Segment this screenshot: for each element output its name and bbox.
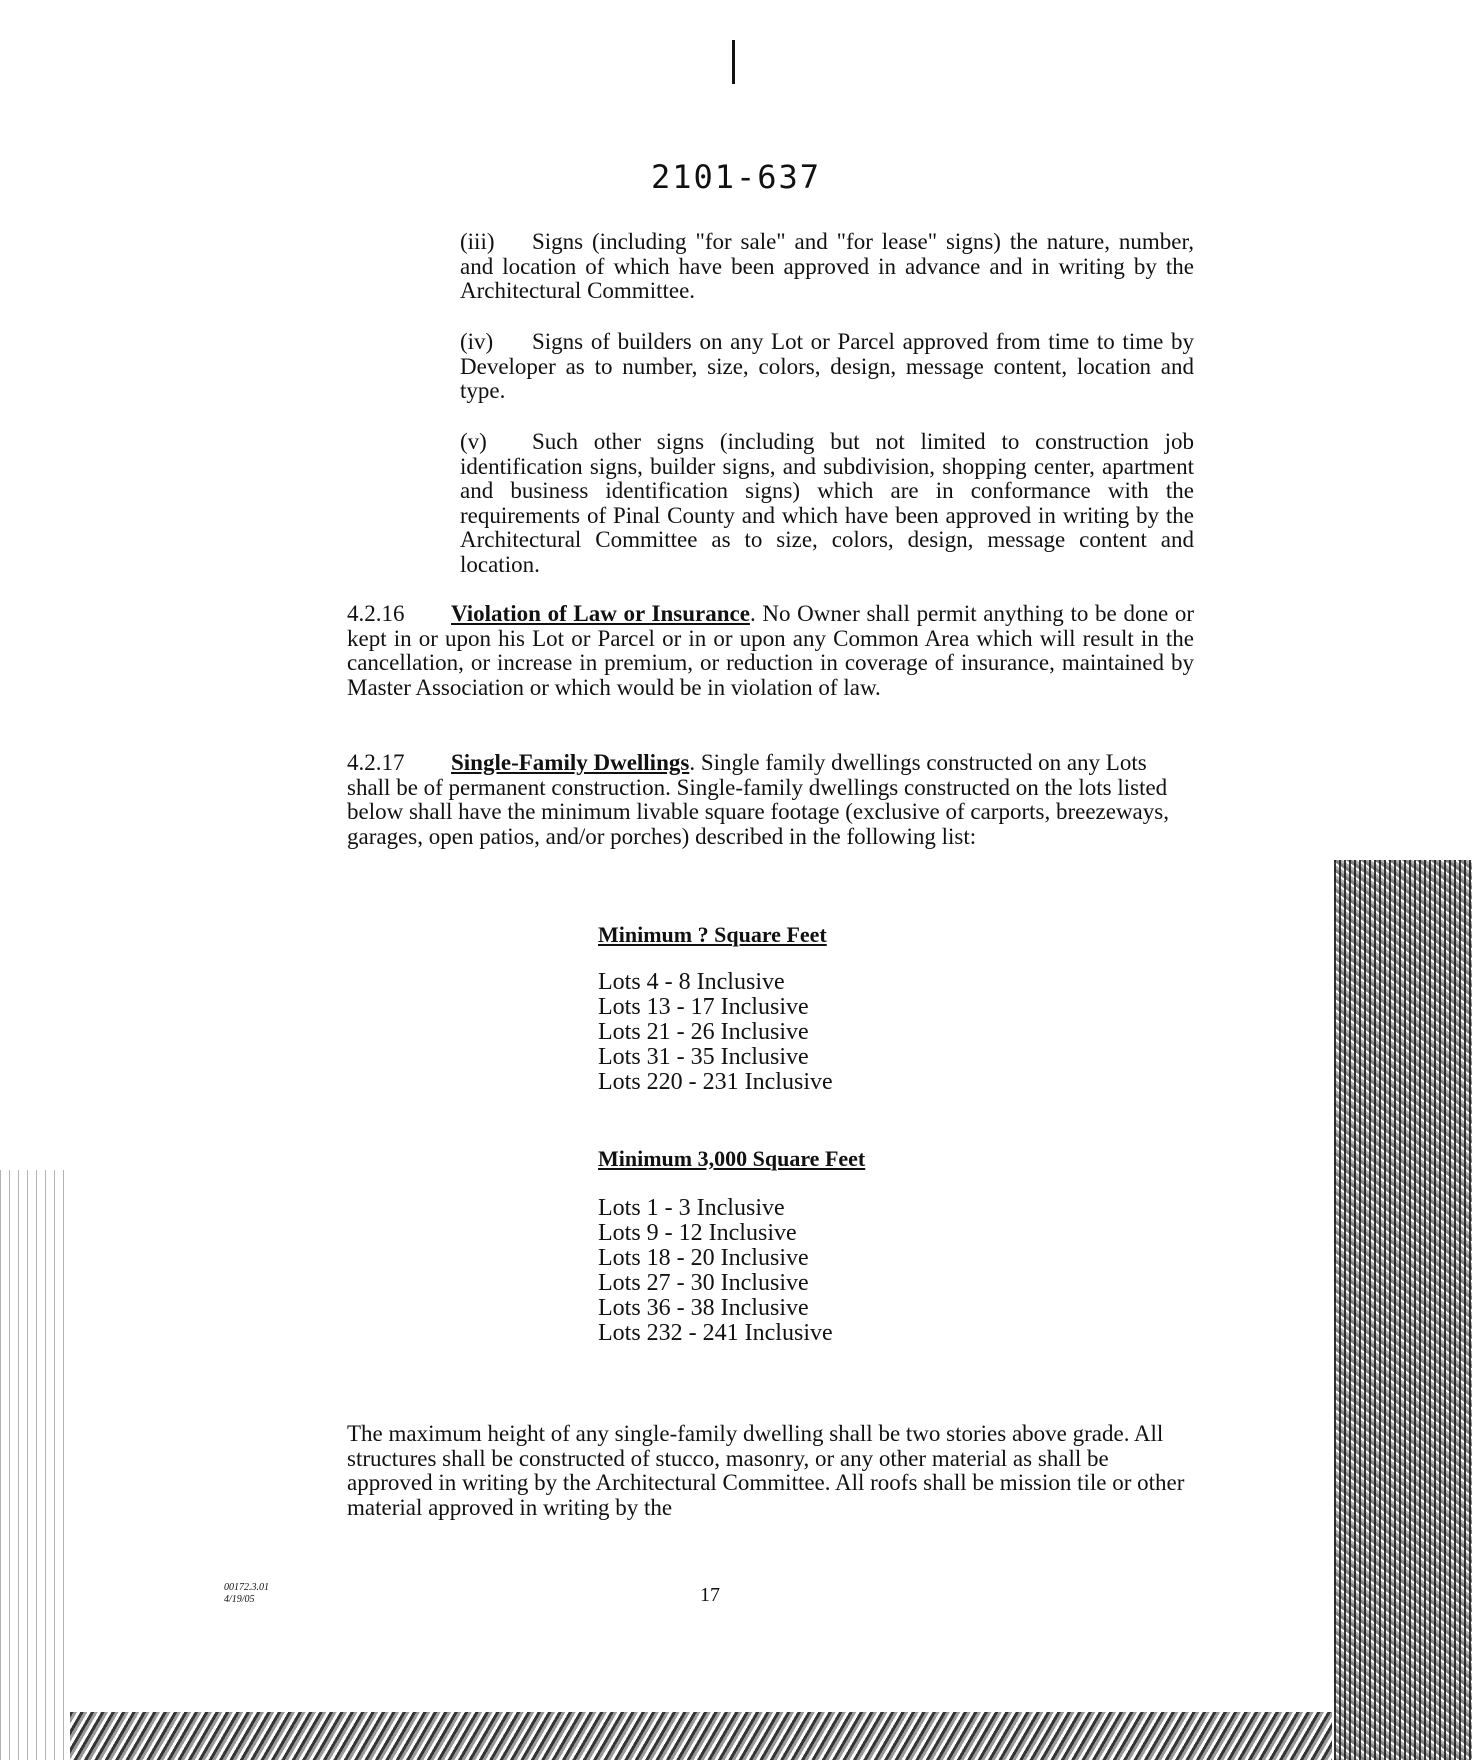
- list-item: Lots 18 - 20 Inclusive: [598, 1245, 809, 1271]
- list-item: Lots 21 - 26 Inclusive: [598, 1019, 809, 1045]
- section-title: Violation of Law or Insurance: [451, 601, 750, 626]
- doc-code-line: 00172.3.01: [224, 1582, 269, 1593]
- scan-artifact-left: [0, 1170, 70, 1760]
- lot-list: [598, 970, 833, 1095]
- scan-artifact-bottom: [70, 1712, 1332, 1760]
- list-item: Lots 31 - 35 Inclusive: [598, 1044, 809, 1070]
- closing-paragraph: The maximum height of any single-family dwelling shall be two stories above grade. All structures shall be constructed of stucco, masonry, or any other material as shall be approved in writing by the Architectural Committee. All roofs shall be mission tile or other material approved in writing by the: [347, 1421, 1185, 1520]
- doc-code-line: 4/19/05: [224, 1594, 255, 1605]
- section-text: . No Owner shall permit anything to be done or kept in or upon his Lot or Parcel or in or upon any Common Area which will result in the cancellation, or increase in premium, or reduction in coverage of insurance, maintained by Master Association or which would be in violation of law.: [347, 601, 1194, 700]
- section-4-2-17: [347, 751, 1194, 849]
- sign-item-iv: [460, 330, 1194, 404]
- document-code: [224, 1582, 269, 1606]
- scan-artifact-right: [1334, 860, 1472, 1760]
- lot-list: [598, 1196, 833, 1346]
- list-item: Lots 13 - 17 Inclusive: [598, 994, 809, 1020]
- section-text: . Single family dwellings constructed on any Lots shall be of permanent construction. Single-family dwellings constructed on the lots listed below shall have the minimum livable square footage (exclusive of carports, breezeways, garages, open patios, and/or porches) described in the following list:: [347, 750, 1169, 849]
- page-number: 17: [700, 1584, 720, 1606]
- list-item: Lots 27 - 30 Inclusive: [598, 1270, 809, 1296]
- sign-label: (iii): [460, 229, 495, 254]
- scan-mark: [732, 40, 735, 84]
- section-title: Single-Family Dwellings: [451, 750, 690, 775]
- sign-item-iii: [460, 230, 1194, 304]
- sign-label: (iv): [460, 329, 494, 354]
- document-number: 2101-637: [650, 158, 822, 196]
- sign-text: Signs of builders on any Lot or Parcel approved from time to time by Developer as to number, size, colors, design, message content, location and type.: [460, 329, 1194, 403]
- lot-group-heading: Minimum ? Square Feet: [598, 922, 827, 947]
- list-item: Lots 4 - 8 Inclusive: [598, 969, 785, 995]
- sign-text: Signs (including "for sale" and "for lease" signs) the nature, number, and location of which have been approved in advance and in writing by the Architectural Committee.: [460, 229, 1194, 303]
- section-4-2-16: [347, 602, 1194, 700]
- list-item: Lots 220 - 231 Inclusive: [598, 1069, 833, 1095]
- section-number: 4.2.17: [347, 750, 405, 775]
- lot-group-heading: Minimum 3,000 Square Feet: [598, 1146, 866, 1171]
- list-item: Lots 232 - 241 Inclusive: [598, 1320, 833, 1346]
- list-item: Lots 9 - 12 Inclusive: [598, 1220, 797, 1246]
- section-number: 4.2.16: [347, 601, 405, 626]
- list-item: Lots 1 - 3 Inclusive: [598, 1195, 785, 1221]
- sign-item-v: [460, 430, 1194, 577]
- sign-label: (v): [460, 429, 487, 454]
- sign-text: Such other signs (including but not limited to construction job identification signs, builder signs, and subdivision, shopping center, apartment and business identification signs) which are in conformance with the requirements of Pinal County and which have been approved in writing by the Architectural Committee as to size, colors, design, message content and location.: [460, 429, 1194, 577]
- list-item: Lots 36 - 38 Inclusive: [598, 1295, 809, 1321]
